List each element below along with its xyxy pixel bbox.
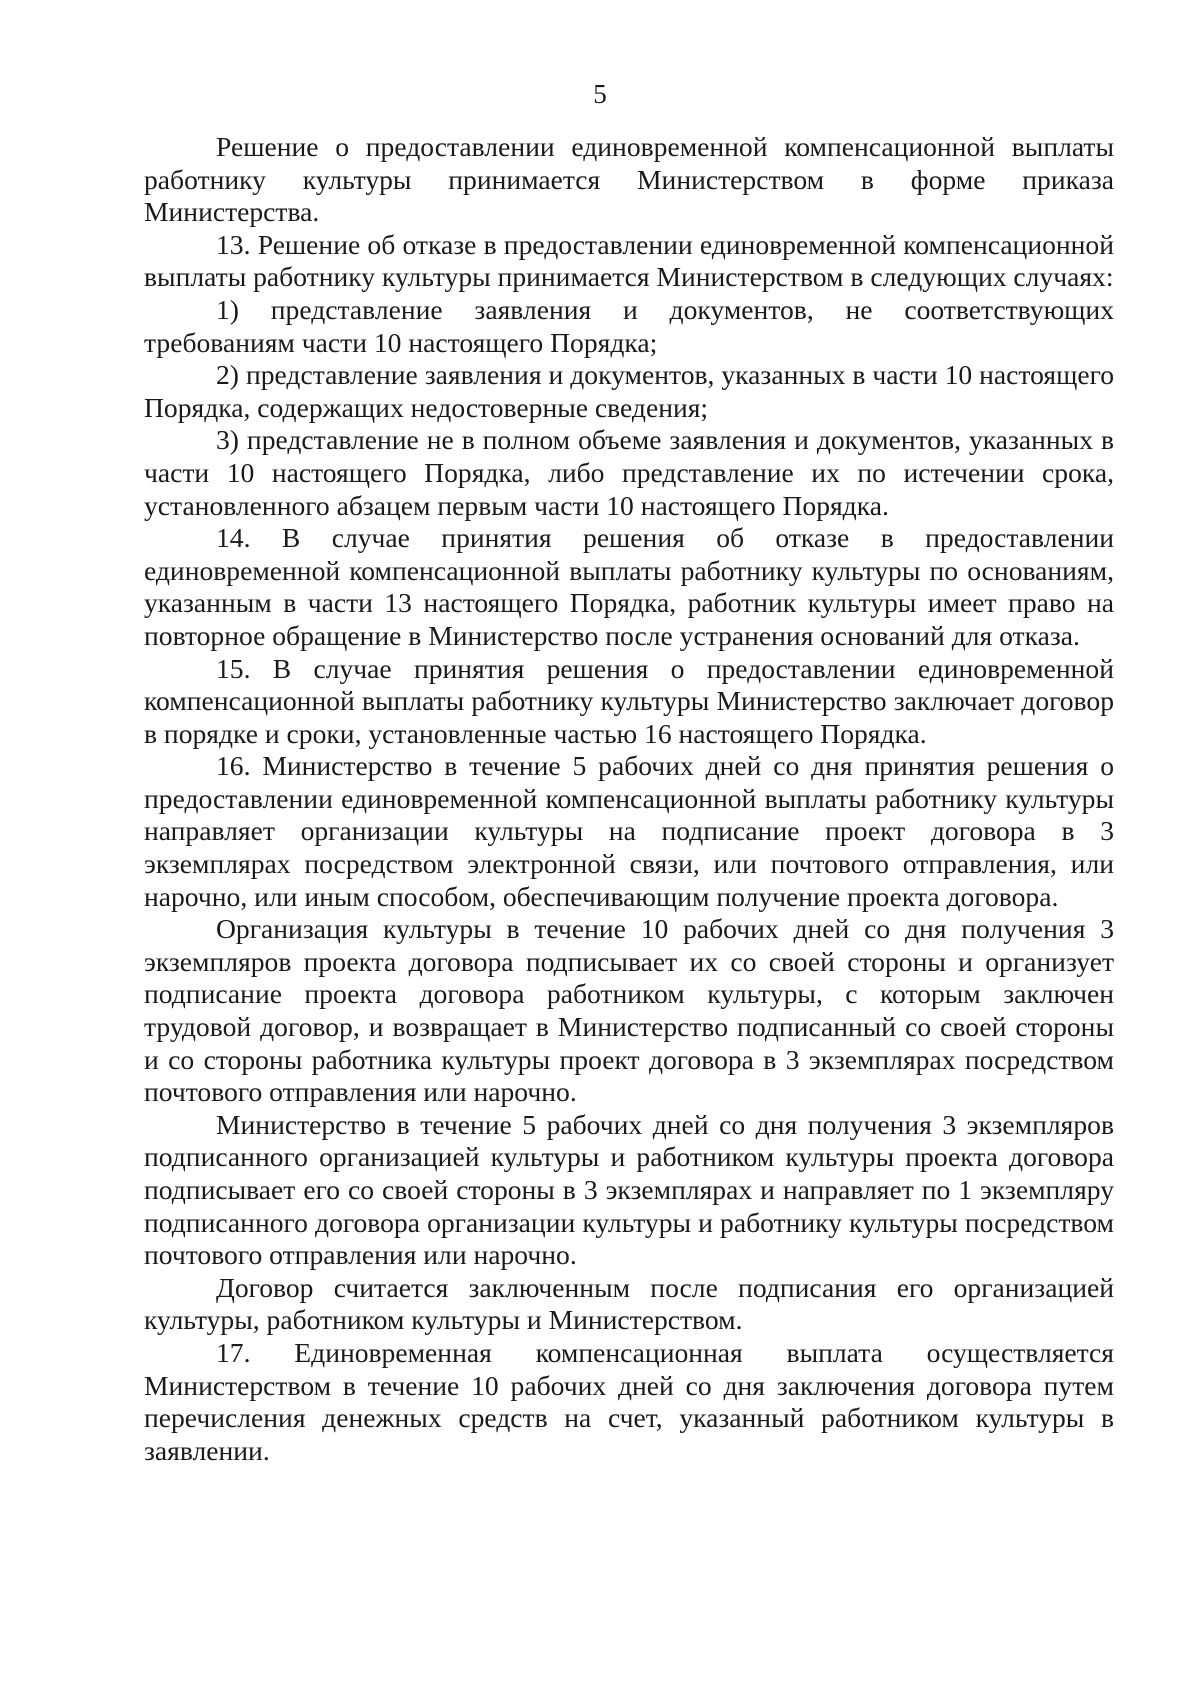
list-item-refusal-2: 2) представление заявления и документов, указанных в части 10 настоящего Порядка, содержащих недостоверные сведения;	[144, 359, 1114, 423]
paragraph-contract-concluded: Договор считается заключенным после подписания его организацией культуры, работником культуры и Министерством.	[144, 1271, 1114, 1336]
paragraph-15-contract: 15. В случае принятия решения о предоставлении единовременной компенсационной выплаты работнику культуры Министерство заключает договор в порядке и сроки, установленные частью 16 настоящего Порядка.	[144, 652, 1114, 749]
page-number: 5	[593, 79, 607, 109]
paragraph-14-reapplication: 14. В случае принятия решения об отказе в предоставлении единовременной компенсационной выплаты работнику культуры по основаниям, указанным в части 13 настоящего Порядка, работник культуры имеет право на повторное обращение в Министерство после устранения оснований для отказа.	[144, 522, 1114, 651]
document-body	[144, 131, 1114, 1467]
list-item-refusal-3: 3) представление не в полном объеме заявления и документов, указанных в части 10 настоящего Порядка, либо представление их по истечении срока, установленного абзацем первым части 10 настоящего Порядка.	[144, 424, 1114, 521]
paragraph-17-payment: 17. Единовременная компенсационная выплата осуществляется Министерством в течение 10 рабочих дней со дня заключения договора путем перечисления денежных средств на счет, указанный работником культуры в заявлении.	[144, 1336, 1114, 1466]
list-item-refusal-1: 1) представление заявления и документов, не соответствующих требованиям части 10 настоящего Порядка;	[144, 293, 1114, 358]
paragraph-organization-signing: Организация культуры в течение 10 рабочих дней со дня получения 3 экземпляров проекта договора подписывает их со своей стороны и организует подписание проекта договора работником культуры, с которым заключен трудовой договор, и возвращает в Министерство подписанный со своей стороны и со стороны работника культуры проект договора в 3 экземплярах посредством почтового отправления или нарочно.	[144, 913, 1114, 1108]
paragraph-16-draft-contract: 16. Министерство в течение 5 рабочих дней со дня принятия решения о предоставлении единовременной компенсационной выплаты работнику культуры направляет организации культуры на подписание проект договора в 3 экземплярах посредством электронной связи, или почтового отправления, или нарочно, или иным способом, обеспечивающим получение проекта договора.	[144, 750, 1114, 912]
paragraph-decision-form: Решение о предоставлении единовременной компенсационной выплаты работнику культуры принимается Министерством в форме приказа Министерства.	[144, 131, 1114, 228]
paragraph-13-refusal: 13. Решение об отказе в предоставлении единовременной компенсационной выплаты работнику культуры принимается Министерством в следующих случаях:	[144, 228, 1114, 293]
paragraph-ministry-signing: Министерство в течение 5 рабочих дней со дня получения 3 экземпляров подписанного организацией культуры и работником культуры проекта договора подписывает его со своей стороны в 3 экземплярах и направляет по 1 экземпляру подписанного договора организации культуры и работнику культуры посредством почтового отправления или нарочно.	[144, 1108, 1114, 1271]
